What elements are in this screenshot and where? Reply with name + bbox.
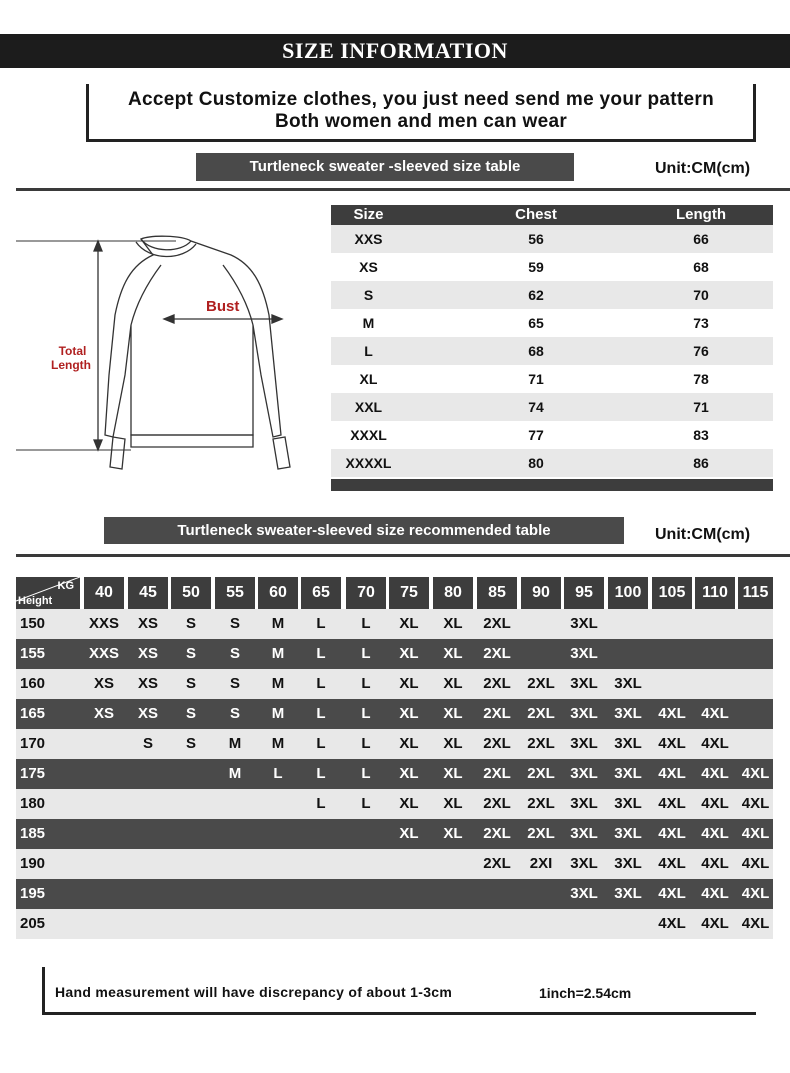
- height-cell: 160: [20, 675, 46, 692]
- height-cell: 170: [20, 735, 46, 752]
- recommended-size-cell: XL: [399, 645, 419, 662]
- weight-header-cell: 110: [695, 577, 735, 609]
- weight-header-cell: 115: [738, 577, 773, 609]
- height-cell: 195: [20, 885, 46, 902]
- recommend-table-header: [16, 577, 773, 609]
- chest-cell: 56: [528, 231, 544, 247]
- size-table: [331, 205, 773, 491]
- recommended-size-cell: XL: [399, 765, 419, 782]
- size-table-unit: Unit:CM(cm): [655, 160, 751, 177]
- recommended-size-cell: XXS: [88, 615, 119, 632]
- recommended-size-cell: XL: [399, 615, 419, 632]
- recommended-size-cell: 4XL: [701, 825, 729, 842]
- length-cell: 71: [693, 399, 709, 415]
- recommended-size-cell: 4XL: [701, 765, 729, 782]
- corner-height-label: Height: [18, 595, 53, 607]
- size-table-row: [331, 337, 773, 365]
- recommend-table-row: [16, 639, 773, 669]
- recommended-size-cell: XL: [443, 795, 463, 812]
- measurement-note: Hand measurement will have discrepancy of about 1-3cm: [55, 984, 453, 1000]
- size-table-row: [331, 253, 773, 281]
- recommended-size-cell: 4XL: [741, 825, 770, 842]
- recommended-size-cell: XS: [137, 675, 158, 692]
- recommended-size-cell: 2XL: [483, 855, 511, 872]
- size-table-footer-bar: [331, 479, 773, 491]
- recommended-size-cell: L: [361, 735, 371, 752]
- recommended-size-cell: 2XL: [483, 795, 511, 812]
- recommended-size-cell: XL: [443, 765, 463, 782]
- recommended-size-cell: S: [185, 615, 196, 632]
- recommended-size-cell: L: [361, 795, 371, 812]
- chest-cell: 59: [528, 259, 544, 275]
- height-cell: 190: [20, 855, 46, 872]
- recommended-size-cell: 3XL: [614, 765, 642, 782]
- recommended-size-cell: 4XL: [658, 915, 686, 932]
- recommended-size-cell: 2XL: [527, 735, 555, 752]
- divider: [16, 554, 790, 557]
- weight-header-cell: 40: [84, 577, 124, 609]
- recommended-size-cell: L: [361, 765, 371, 782]
- weight-header-cell: 65: [301, 577, 341, 609]
- recommended-size-cell: M: [271, 645, 285, 662]
- height-cell: 175: [20, 765, 46, 782]
- size-cell: M: [362, 315, 375, 331]
- size-table-row: [331, 449, 773, 477]
- recommended-size-cell: S: [229, 645, 240, 662]
- size-cell: XXXXL: [345, 455, 392, 471]
- length-label-line-1: Total: [58, 344, 87, 358]
- length-cell: 86: [693, 455, 709, 471]
- recommended-size-cell: XL: [399, 825, 419, 842]
- recommended-size-cell: 4XL: [658, 735, 686, 752]
- recommended-size-cell: M: [228, 735, 242, 752]
- weight-header-cell: 90: [521, 577, 561, 609]
- recommended-size-cell: L: [316, 705, 326, 722]
- recommend-table-row: [16, 759, 773, 789]
- divider: [16, 188, 790, 191]
- weight-header-cell: 50: [171, 577, 211, 609]
- size-table-header: [331, 205, 773, 225]
- footer-note: [42, 967, 756, 1015]
- recommended-size-cell: S: [185, 645, 196, 662]
- length-cell: 66: [693, 231, 709, 247]
- size-cell: S: [363, 287, 374, 303]
- recommended-size-cell: S: [142, 735, 153, 752]
- recommended-size-cell: 4XL: [658, 765, 686, 782]
- recommended-size-cell: 2XL: [483, 735, 511, 752]
- recommended-size-cell: XL: [443, 645, 463, 662]
- recommended-size-cell: S: [185, 675, 196, 692]
- page-banner: SIZE INFORMATION: [0, 34, 790, 68]
- chest-cell: 74: [528, 399, 544, 415]
- recommend-table-row: [16, 819, 773, 849]
- recommended-size-cell: 4XL: [741, 765, 770, 782]
- recommended-size-cell: L: [361, 645, 371, 662]
- size-table-title: Turtleneck sweater -sleeved size table: [196, 153, 574, 181]
- recommended-size-cell: 4XL: [741, 795, 770, 812]
- height-cell: 185: [20, 825, 46, 842]
- recommended-size-cell: XS: [137, 645, 158, 662]
- recommended-size-cell: 2XL: [527, 675, 555, 692]
- weight-header-cell: 45: [128, 577, 168, 609]
- recommended-size-cell: L: [316, 735, 326, 752]
- recommended-size-cell: L: [361, 705, 371, 722]
- size-cell: XL: [359, 371, 378, 387]
- recommended-size-cell: 3XL: [614, 885, 642, 902]
- recommended-size-cell: 2XL: [483, 675, 511, 692]
- recommended-size-cell: XL: [443, 825, 463, 842]
- recommended-size-cell: XS: [93, 675, 114, 692]
- recommend-table-row: [16, 729, 773, 759]
- size-cell: XS: [359, 259, 378, 275]
- weight-header-cell: 70: [346, 577, 386, 609]
- recommended-size-cell: M: [271, 615, 285, 632]
- recommended-size-cell: L: [316, 765, 326, 782]
- weight-header-cell: 75: [389, 577, 429, 609]
- recommended-size-cell: XL: [443, 705, 463, 722]
- size-table-row: [331, 393, 773, 421]
- length-cell: 76: [693, 343, 709, 359]
- recommended-size-cell: 2XI: [529, 855, 553, 872]
- recommended-size-cell: L: [316, 615, 326, 632]
- height-cell: 165: [20, 705, 46, 722]
- weight-header-cell: 95: [564, 577, 604, 609]
- recommended-size-cell: 3XL: [570, 885, 598, 902]
- size-cell: XXXL: [350, 427, 387, 443]
- recommended-size-cell: L: [316, 675, 326, 692]
- recommended-size-cell: 3XL: [614, 705, 642, 722]
- recommended-size-cell: 4XL: [658, 705, 686, 722]
- recommend-table-unit: Unit:CM(cm): [655, 526, 751, 543]
- recommended-size-cell: 4XL: [701, 705, 729, 722]
- weight-header-cell: 100: [608, 577, 648, 609]
- recommended-size-cell: 3XL: [570, 675, 598, 692]
- recommended-size-cell: 4XL: [658, 825, 686, 842]
- total-length-label: [51, 344, 91, 372]
- recommended-size-cell: 4XL: [701, 885, 729, 902]
- recommended-size-cell: L: [316, 795, 326, 812]
- header-length: Length: [676, 206, 726, 223]
- height-cell: 155: [20, 645, 46, 662]
- recommended-size-cell: 3XL: [570, 735, 598, 752]
- size-table-row: [331, 365, 773, 393]
- size-table-row: [331, 421, 773, 449]
- recommended-size-cell: 4XL: [701, 915, 729, 932]
- recommended-size-cell: 2XL: [483, 645, 511, 662]
- recommended-size-cell: 3XL: [614, 855, 642, 872]
- length-cell: 78: [693, 371, 709, 387]
- recommended-size-cell: L: [361, 615, 371, 632]
- recommended-size-cell: 2XL: [527, 825, 555, 842]
- recommended-size-cell: 4XL: [658, 855, 686, 872]
- recommended-size-cell: 4XL: [701, 795, 729, 812]
- weight-header-cell: 60: [258, 577, 298, 609]
- recommended-size-cell: 3XL: [570, 615, 598, 632]
- size-table-row: [331, 225, 773, 253]
- recommended-size-cell: 2XL: [527, 705, 555, 722]
- recommended-size-cell: 2XL: [483, 705, 511, 722]
- recommend-table-row: [16, 699, 773, 729]
- chest-cell: 68: [528, 343, 544, 359]
- recommend-table-row: [16, 789, 773, 819]
- recommended-size-cell: L: [273, 765, 283, 782]
- recommended-size-cell: 3XL: [614, 795, 642, 812]
- chest-cell: 77: [528, 427, 544, 443]
- recommend-table-title: Turtleneck sweater-sleeved size recommended table: [104, 517, 624, 544]
- recommend-table-row: [16, 849, 773, 879]
- recommended-size-cell: 2XL: [483, 615, 511, 632]
- size-table-row: [331, 281, 773, 309]
- recommended-size-cell: 4XL: [741, 885, 770, 902]
- recommended-size-cell: XL: [399, 675, 419, 692]
- recommended-size-cell: M: [271, 735, 285, 752]
- recommended-size-cell: M: [228, 765, 242, 782]
- corner-kg-label: KG: [57, 580, 74, 592]
- recommend-table-row: [16, 879, 773, 909]
- weight-header-cell: 105: [652, 577, 692, 609]
- recommended-size-cell: 3XL: [570, 765, 598, 782]
- recommend-table: [16, 577, 773, 939]
- recommended-size-cell: S: [229, 675, 240, 692]
- chest-cell: 65: [528, 315, 544, 331]
- recommend-table-row: [16, 669, 773, 699]
- recommended-size-cell: 3XL: [570, 705, 598, 722]
- sweater-diagram: [16, 225, 316, 485]
- recommended-size-cell: 3XL: [614, 675, 642, 692]
- recommended-size-cell: XL: [443, 615, 463, 632]
- recommended-size-cell: 3XL: [570, 825, 598, 842]
- recommend-table-row: [16, 609, 773, 639]
- header-size: Size: [353, 206, 384, 223]
- recommended-size-cell: XS: [137, 615, 158, 632]
- recommended-size-cell: S: [229, 615, 240, 632]
- chest-cell: 62: [528, 287, 544, 303]
- recommended-size-cell: L: [361, 675, 371, 692]
- length-label-line-2: Length: [51, 358, 91, 372]
- recommended-size-cell: 2XL: [483, 825, 511, 842]
- recommended-size-cell: 3XL: [570, 855, 598, 872]
- custom-notice: [86, 84, 756, 142]
- notice-line-1: Accept Customize clothes, you just need send me your pattern: [127, 89, 714, 110]
- length-cell: 70: [693, 287, 709, 303]
- bust-label: Bust: [206, 298, 240, 315]
- recommended-size-cell: XL: [443, 735, 463, 752]
- recommended-size-cell: 2XL: [527, 795, 555, 812]
- size-cell: XXS: [354, 231, 383, 247]
- recommended-size-cell: 2XL: [527, 765, 555, 782]
- inch-conversion: 1inch=2.54cm: [539, 985, 632, 1001]
- recommended-size-cell: XS: [137, 705, 158, 722]
- recommended-size-cell: S: [185, 735, 196, 752]
- recommended-size-cell: 4XL: [658, 795, 686, 812]
- recommended-size-cell: 4XL: [741, 915, 770, 932]
- weight-header-cell: 80: [433, 577, 473, 609]
- recommended-size-cell: 3XL: [614, 735, 642, 752]
- recommended-size-cell: XL: [443, 675, 463, 692]
- height-cell: 180: [20, 795, 46, 812]
- recommended-size-cell: XS: [93, 705, 114, 722]
- recommended-size-cell: 4XL: [741, 855, 770, 872]
- header-chest: Chest: [515, 206, 557, 223]
- height-cell: 150: [20, 615, 46, 632]
- recommended-size-cell: L: [316, 645, 326, 662]
- length-cell: 83: [693, 427, 709, 443]
- size-cell: L: [364, 343, 373, 359]
- chest-cell: 71: [528, 371, 544, 387]
- recommended-size-cell: XL: [399, 795, 419, 812]
- recommended-size-cell: 2XL: [483, 765, 511, 782]
- notice-line-2: Both women and men can wear: [274, 111, 568, 132]
- size-cell: XXL: [354, 399, 383, 415]
- recommended-size-cell: 3XL: [614, 825, 642, 842]
- recommended-size-cell: 4XL: [701, 855, 729, 872]
- weight-header-cell: 55: [215, 577, 255, 609]
- height-cell: 205: [20, 915, 46, 932]
- weight-header-cell: 85: [477, 577, 517, 609]
- recommend-table-row: [16, 909, 773, 939]
- recommended-size-cell: S: [185, 705, 196, 722]
- recommended-size-cell: XXS: [88, 645, 119, 662]
- recommended-size-cell: M: [271, 705, 285, 722]
- recommended-size-cell: 4XL: [701, 735, 729, 752]
- recommended-size-cell: 3XL: [570, 795, 598, 812]
- length-cell: 73: [693, 315, 709, 331]
- chest-cell: 80: [528, 455, 544, 471]
- recommended-size-cell: 4XL: [658, 885, 686, 902]
- recommended-size-cell: M: [271, 675, 285, 692]
- size-table-row: [331, 309, 773, 337]
- recommended-size-cell: S: [229, 705, 240, 722]
- recommended-size-cell: XL: [399, 735, 419, 752]
- table-corner: [16, 577, 80, 609]
- length-cell: 68: [693, 259, 709, 275]
- recommended-size-cell: XL: [399, 705, 419, 722]
- recommended-size-cell: 3XL: [570, 645, 598, 662]
